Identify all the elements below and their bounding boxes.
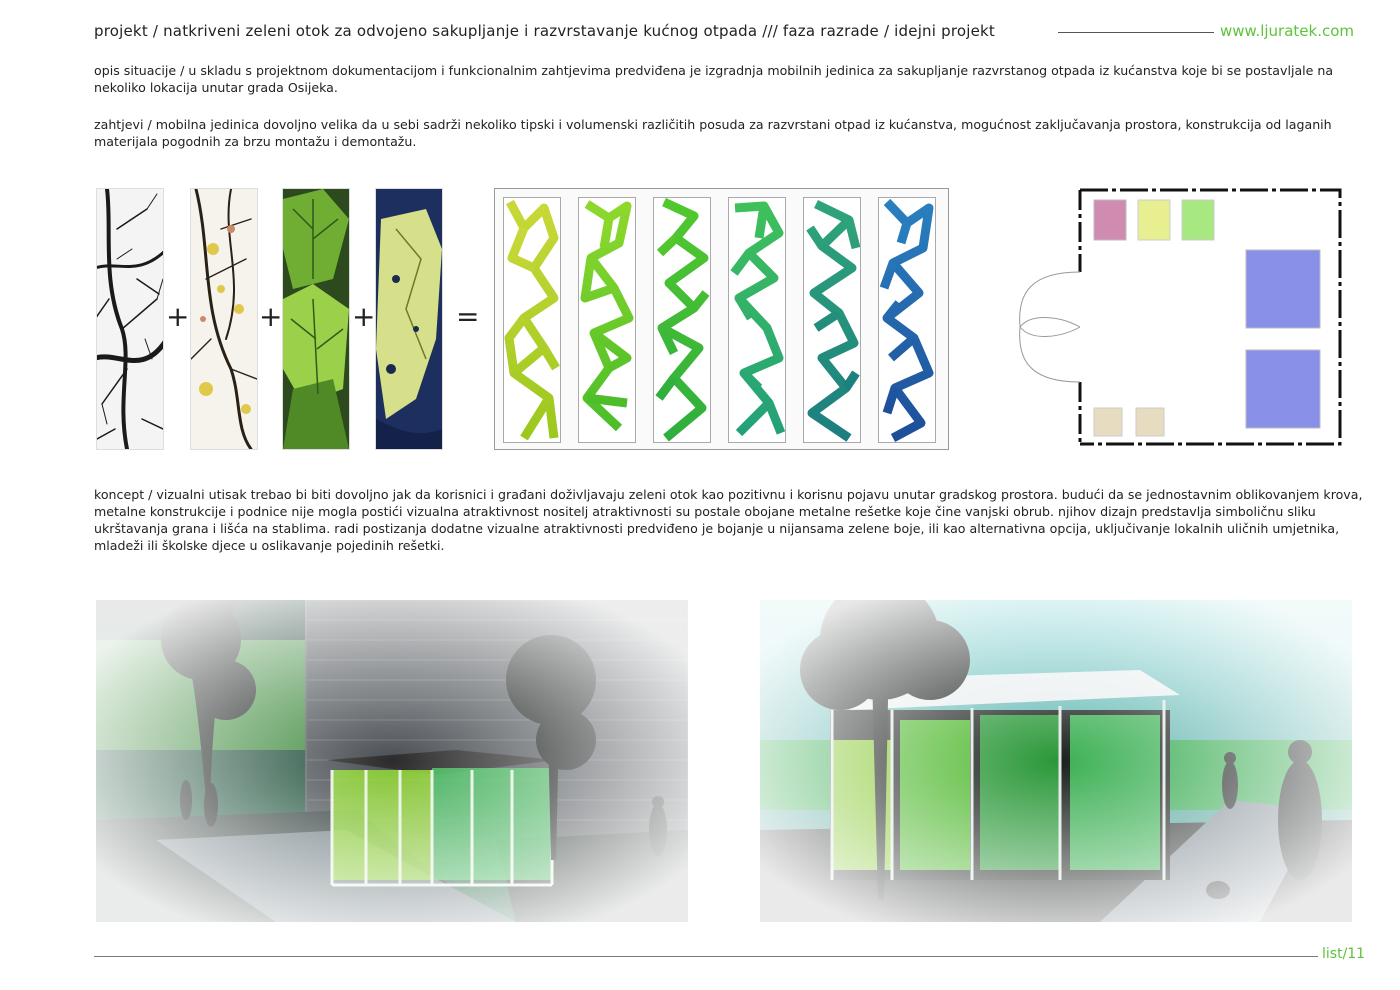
bin-blue-2 [1246, 350, 1320, 428]
bin-beige-2 [1136, 408, 1164, 436]
green-leaves-photo-strip [282, 188, 350, 450]
plus-operator-1: + [166, 300, 190, 333]
maple-leaf-photo-strip [375, 188, 443, 450]
blossom-branch-photo-strip [190, 188, 258, 450]
bin-yellow [1138, 200, 1170, 240]
concept-paragraph: koncept / vizualni utisak trebao bi biti dovoljno jak da korisnici i građani doživljavaju zeleni otok kao pozitivnu i korisnu pojavu unutar gradskog prostora. budući da se jednostavnim oblikovanjem krova, metalne konstrukcije i podnice nije mogla postići vizualna atraktivnost nositelj atraktivnosti su postale obojane metalne rešetke koje čine vanjski obrub. njihov dizajn predstavlja simboličnu sliku ukrštavanja grana i lišća na stablima. radi postizanja dodatne vizualne atraktivnosti predviđeno je bojanje u nijansama zelene boje, ili kao alternativna opcija, uključivanje lokalnih uličnih umjetnika, mladeži ili školske djece u oslikavanje pojedinih rešetki. [94, 487, 1363, 553]
bin-beige-1 [1094, 408, 1122, 436]
lattice-panel-2 [578, 197, 636, 443]
render-image-2 [760, 600, 1352, 922]
render-image-1 [96, 600, 688, 922]
situation-paragraph: opis situacije / u skladu s projektnom dokumentacijom i funkcionalnim zahtjevima predviđena je izgradnja mobilnih jedinica za sakupljanje razvrstanog otpada iz kućanstva koje bi se postavljale na nekoliko lokacija unutar grada Osijeka. [94, 63, 1334, 95]
website-link[interactable]: www.ljuratek.com [1220, 22, 1354, 40]
plus-operator-3: + [352, 300, 376, 333]
branches-photo-strip [96, 188, 164, 450]
lattice-panel-5 [803, 197, 861, 443]
lattice-panels-result [494, 188, 949, 450]
page-title: projekt / natkriveni zeleni otok za odvojeno sakupljanje i razvrstavanje kućnog otpada /// faza razrade / idejni projekt [94, 22, 996, 40]
equals-operator: = [456, 300, 480, 333]
plus-operator-2: + [259, 300, 283, 333]
header-divider [1058, 32, 1214, 33]
page-number: list/11 [1322, 946, 1366, 962]
floor-plan [1012, 172, 1362, 462]
lattice-panel-3 [653, 197, 711, 443]
footer-divider [94, 956, 1318, 957]
bin-pink [1094, 200, 1126, 240]
lattice-panel-6 [878, 197, 936, 443]
bin-green [1182, 200, 1214, 240]
lattice-panel-4 [728, 197, 786, 443]
requirements-paragraph: zahtjevi / mobilna jedinica dovoljno velika da u sebi sadrži nekoliko tipski i volumenski različitih posuda za razvrstani otpad iz kućanstva, mogućnost zaključavanja prostora, konstrukcija od laganih materijala pogodnih za brzu montažu i demontažu. [94, 117, 1332, 149]
bin-blue-1 [1246, 250, 1320, 328]
lattice-panel-1 [503, 197, 561, 443]
